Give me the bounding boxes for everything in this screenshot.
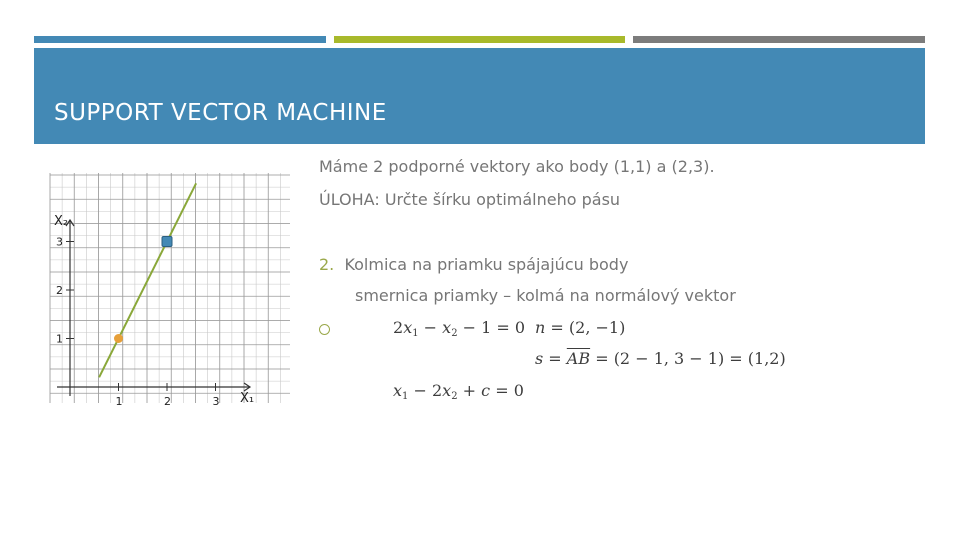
normal-vector: n = (2, −1) xyxy=(535,318,626,337)
y-tick-label: 2 xyxy=(56,284,63,297)
list-item-2 xyxy=(319,255,628,274)
point-square xyxy=(162,237,172,247)
list-item-number: 2. xyxy=(319,255,335,274)
slide-title: SUPPORT VECTOR MACHINE xyxy=(54,100,387,126)
line-equation: $2x_1 - x_2 - 1 = 0$ xyxy=(393,318,526,339)
statement-line: Máme 2 podporné vektory ako body (1,1) a (2,3). xyxy=(319,157,715,176)
direction-vector: $s = \overline{AB} = (2 - 1$, 3 − 1) = (1,2) xyxy=(535,349,786,368)
x-tick-label: 3 xyxy=(212,395,220,408)
accent-bar-green xyxy=(334,36,625,43)
slope-note: smernica priamky – kolmá na normálový vektor xyxy=(355,286,736,305)
task-line: ÚLOHA: Určte šírku optimálneho pásu xyxy=(319,190,621,209)
title-header xyxy=(34,48,925,144)
accent-bar-blue xyxy=(34,36,326,43)
x-axis-label: X₁ xyxy=(240,391,255,406)
list-item-text: Kolmica na priamku spájajúcu body xyxy=(344,255,629,274)
line-through-points xyxy=(99,183,196,377)
y-tick-label: 1 xyxy=(56,332,63,346)
coordinate-graph xyxy=(45,168,295,408)
x-tick-label: 2 xyxy=(164,395,171,408)
y-axis-label: X₂ xyxy=(54,214,69,229)
y-tick-label: 3 xyxy=(56,235,63,249)
axis-ticks xyxy=(56,236,220,409)
accent-bar-gray xyxy=(633,36,925,43)
bullet-circle-icon xyxy=(319,324,330,335)
perpendicular-equation: $x_1 - 2x_2 + c = 0$ xyxy=(393,381,524,402)
grid xyxy=(50,173,290,403)
point-circle xyxy=(114,334,123,343)
x-tick-label: 1 xyxy=(115,395,123,408)
